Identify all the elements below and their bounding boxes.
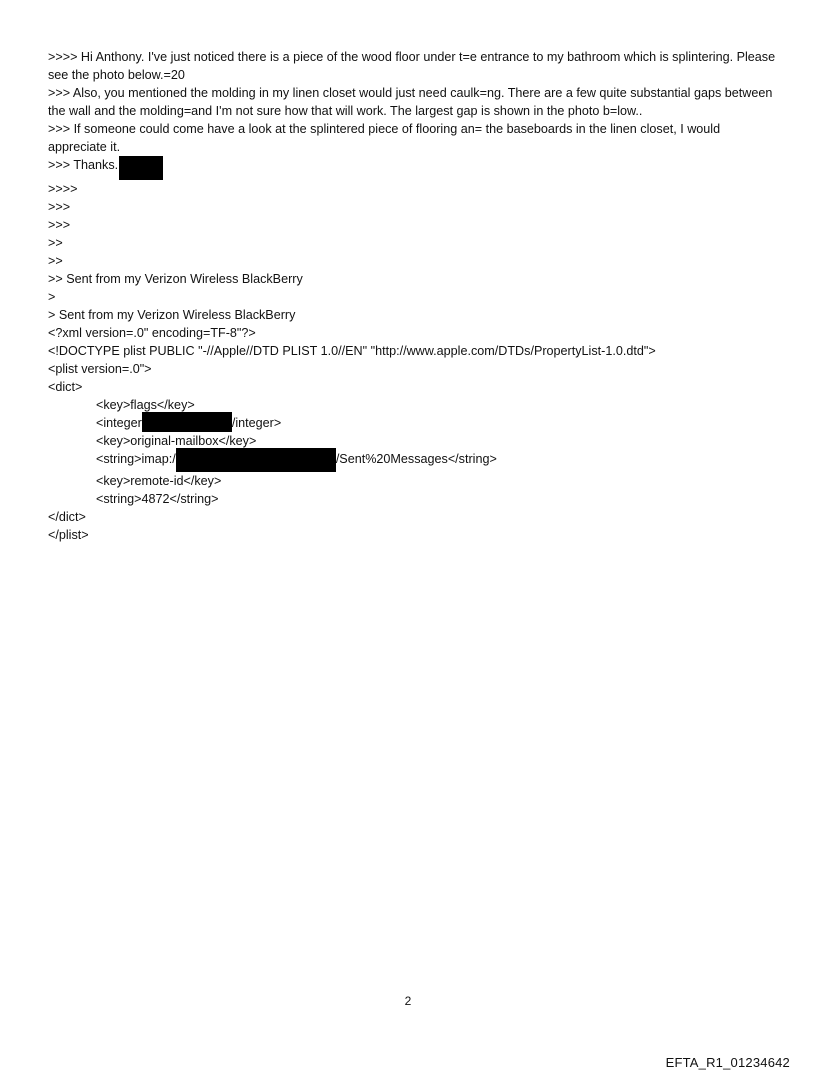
integer-close-tag: /integer>	[231, 416, 282, 430]
redaction-box	[176, 448, 336, 472]
dict-open-tag: <dict>	[48, 380, 83, 394]
imap-close-text: /Sent%20Messages</string>	[335, 452, 497, 466]
page-number: 2	[404, 994, 412, 1008]
plist-string-remote-id: <string>4872</string>	[96, 492, 219, 506]
email-line-2: >>> Also, you mentioned the molding in my linen closet would just need caulk=ng. There are a few quite substantial gaps between the wall and the molding=and I'm not sure how that will work. The largest gap is shown in the photo b=low..	[48, 86, 773, 118]
document-body	[48, 48, 778, 544]
quote-line: >	[48, 290, 56, 304]
document-id: EFTA_R1_01234642	[665, 1055, 790, 1070]
redaction-box	[142, 412, 232, 432]
quote-line: >>>	[48, 200, 71, 214]
signature-line: >> Sent from my Verizon Wireless BlackBerry	[48, 272, 303, 286]
dict-close-tag: </dict>	[48, 510, 86, 524]
plist-integer-line	[48, 414, 778, 432]
quote-line: >>>>	[48, 182, 78, 196]
plist-key-remote-id: <key>remote-id</key>	[96, 474, 222, 488]
imap-open-text: <string>imap:/	[96, 452, 176, 466]
thanks-text: >>> Thanks.	[48, 158, 119, 172]
quote-line: >>>	[48, 218, 71, 232]
integer-open-tag: <integer	[96, 416, 142, 430]
plist-doctype: <!DOCTYPE plist PUBLIC "-//Apple//DTD PLIST 1.0//EN" "http://www.apple.com/DTDs/PropertyList-1.0.dtd">	[48, 344, 656, 358]
quote-line: >>	[48, 236, 63, 250]
plist-key-mailbox: <key>original-mailbox</key>	[96, 434, 257, 448]
plist-xml-declaration: <?xml version=.0" encoding=TF-8"?>	[48, 326, 256, 340]
redaction-box	[119, 156, 163, 180]
quote-line: >>	[48, 254, 63, 268]
plist-open-tag: <plist version=.0">	[48, 362, 152, 376]
plist-key-flags: <key>flags</key>	[96, 398, 195, 412]
email-line-1: >>>> Hi Anthony. I've just noticed there is a piece of the wood floor under t=e entrance to my bathroom which is splintering. Please see the photo below.=20	[48, 50, 776, 82]
email-line-3: >>> If someone could come have a look at the splintered piece of flooring an= the baseboards in the linen closet, I would appreciate it.	[48, 122, 721, 154]
signature-line: > Sent from my Verizon Wireless BlackBerry	[48, 308, 296, 322]
thanks-line	[48, 156, 778, 180]
plist-close-tag: </plist>	[48, 528, 89, 542]
plist-imap-line	[48, 450, 778, 472]
